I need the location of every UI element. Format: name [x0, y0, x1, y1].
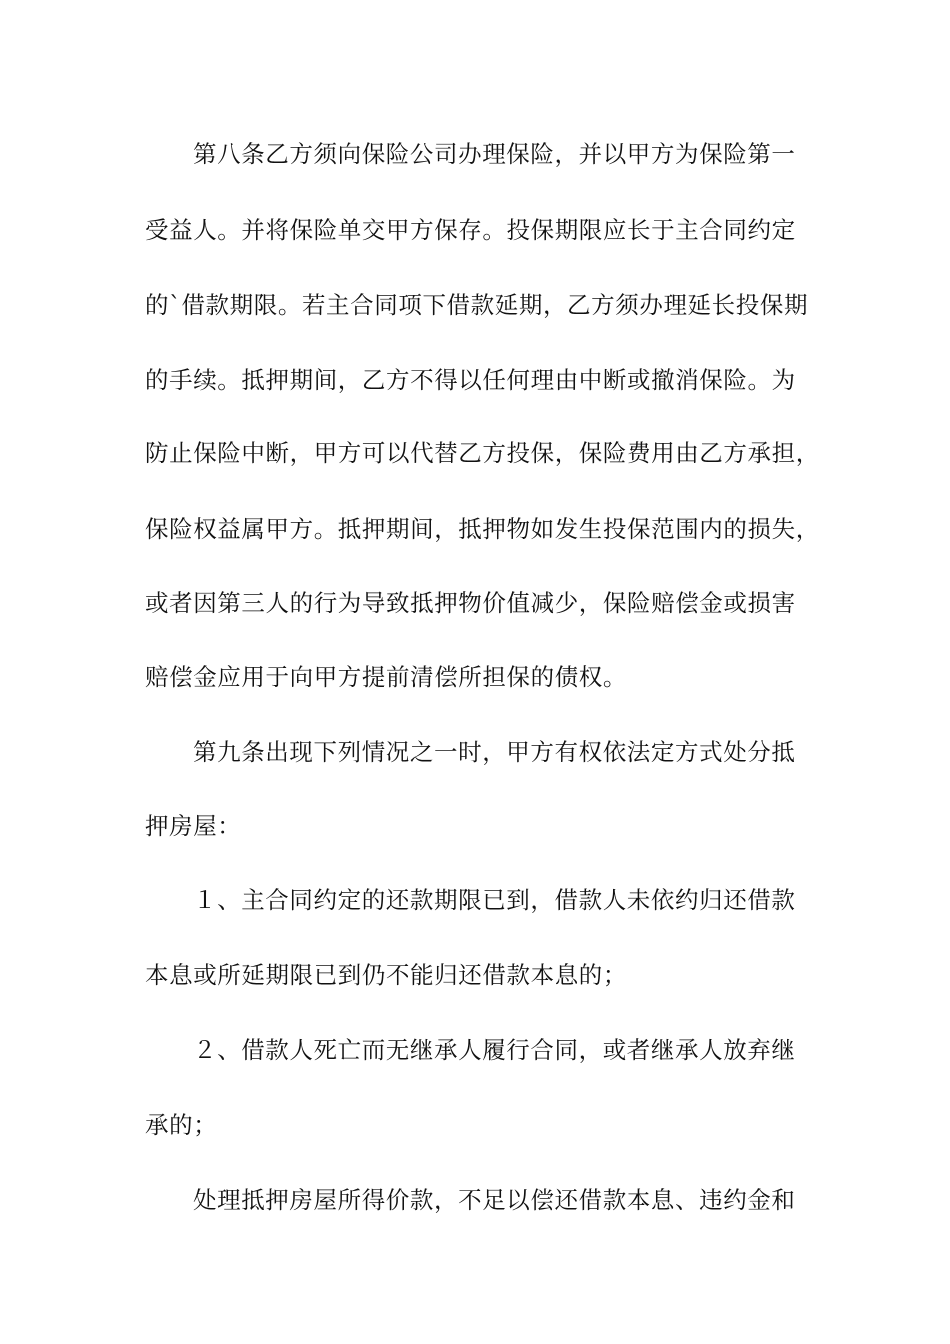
- line-text: 保险权益属甲方。抵押期间，抵押物如发生投保范围内的损失，: [145, 515, 820, 543]
- line-text: 的手续。抵押期间，乙方不得以任何理由中断或撤消保险。为: [145, 366, 796, 394]
- line-text: 第九条出现下列情况之一时，甲方有权依法定方式处分抵: [193, 738, 796, 766]
- paragraph-line: [193, 1030, 950, 1070]
- line-text: 的`借款期限。若主合同项下借款延期，乙方须办理延长投保期: [145, 291, 809, 319]
- line-text: １、主合同约定的还款期限已到，借款人未依约归还借款: [193, 886, 796, 914]
- paragraph-line: [145, 360, 950, 400]
- line-text: 或者因第三人的行为导致抵押物价值减少，保险赔偿金或损害: [145, 589, 796, 617]
- paragraph-line: [193, 1180, 950, 1220]
- line-text: 处理抵押房屋所得价款，不足以偿还借款本息、违约金和: [193, 1186, 796, 1214]
- paragraph-line: [193, 134, 950, 174]
- line-text: 押房屋：: [145, 812, 242, 840]
- line-text: 防止保险中断，甲方可以代替乙方投保，保险费用由乙方承担，: [145, 439, 820, 467]
- paragraph-line: [145, 210, 950, 250]
- line-text: ２、借款人死亡而无继承人履行合同，或者继承人放弃继: [193, 1036, 796, 1064]
- line-text: 第八条乙方须向保险公司办理保险，并以甲方为保险第一: [193, 140, 796, 168]
- line-text: 受益人。并将保险单交甲方保存。投保期限应长于主合同约定: [145, 216, 796, 244]
- paragraph-line: [145, 955, 950, 995]
- paragraph-line: [193, 880, 950, 920]
- line-text: 赔偿金应用于向甲方提前清偿所担保的债权。: [145, 663, 627, 691]
- line-text: 本息或所延期限已到仍不能归还借款本息的；: [145, 961, 627, 989]
- paragraph-line: [145, 285, 950, 325]
- paragraph-line: [145, 806, 950, 846]
- paragraph-line: [145, 583, 950, 623]
- line-text: 承的；: [145, 1111, 218, 1139]
- paragraph-line: [145, 433, 950, 473]
- paragraph-line: [145, 1105, 950, 1145]
- paragraph-line: [145, 509, 950, 549]
- paragraph-line: [193, 732, 950, 772]
- paragraph-line: [145, 657, 950, 697]
